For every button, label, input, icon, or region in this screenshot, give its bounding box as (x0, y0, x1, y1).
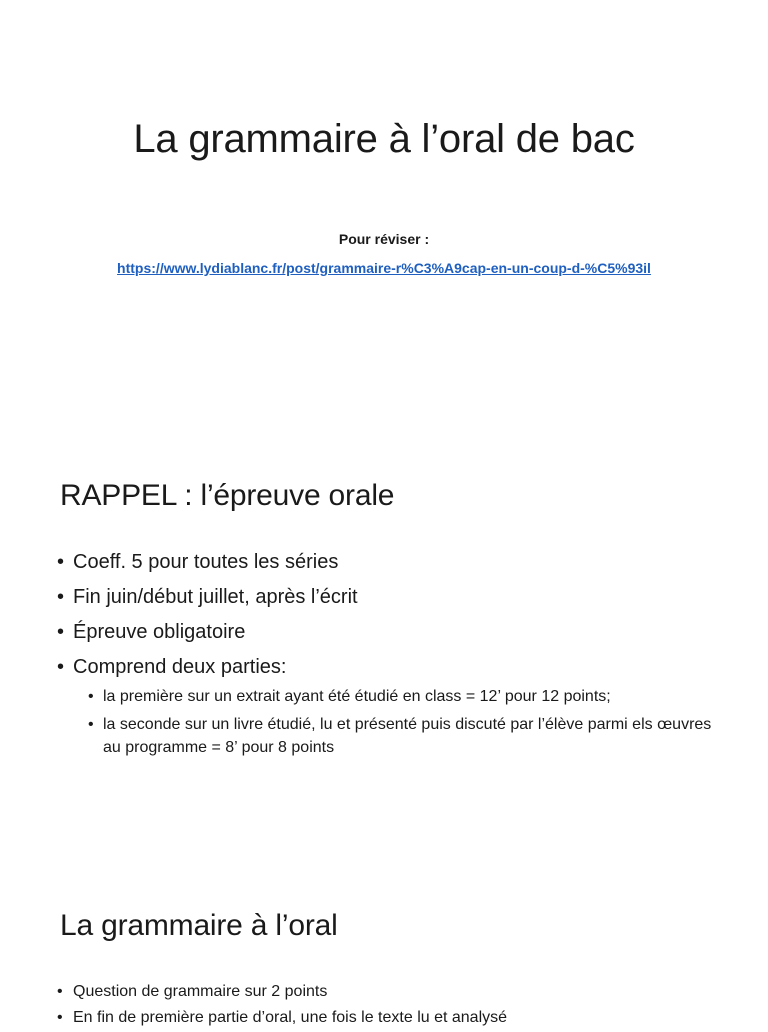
slide-grammaire-oral (0, 864, 768, 1024)
bullet-parties-label: Comprend deux parties: (73, 656, 287, 678)
sub-bullet-seconde: • la seconde sur un livre étudié, lu et présenté puis discuté par l’élève parmi els œuvres au programme = 8’ pour 8 points (87, 713, 716, 759)
sub-bullet-premiere: • la première sur un extrait ayant été étudié en class = 12’ pour 12 points; (87, 685, 716, 708)
grammaire-bullet-list (56, 980, 716, 1032)
slide-rappel (0, 432, 768, 864)
rappel-title: RAPPEL : l’épreuve orale (60, 479, 395, 512)
revision-link[interactable]: https://www.lydiablanc.fr/post/grammaire-r%C3%A9cap-en-un-coup-d-%C5%93il (117, 260, 651, 276)
parties-sub-list (73, 685, 716, 759)
bullet-parties (56, 654, 716, 759)
main-title: La grammaire à l’oral de bac (133, 117, 635, 161)
bullet-date: • Fin juin/début juillet, après l’écrit (56, 584, 716, 610)
bullet-question: • Question de grammaire sur 2 points (56, 980, 716, 1003)
bullet-obligatoire: • Épreuve obligatoire (56, 619, 716, 645)
revise-label: Pour réviser : (338, 231, 430, 247)
bullet-coeff: • Coeff. 5 pour toutes les séries (56, 549, 716, 575)
slide-title (0, 0, 768, 432)
rappel-bullet-list (56, 549, 716, 768)
grammaire-oral-title: La grammaire à l’oral (60, 909, 338, 942)
bullet-fin-premiere: • En fin de première partie d’oral, une fois le texte lu et analysé (56, 1006, 716, 1029)
